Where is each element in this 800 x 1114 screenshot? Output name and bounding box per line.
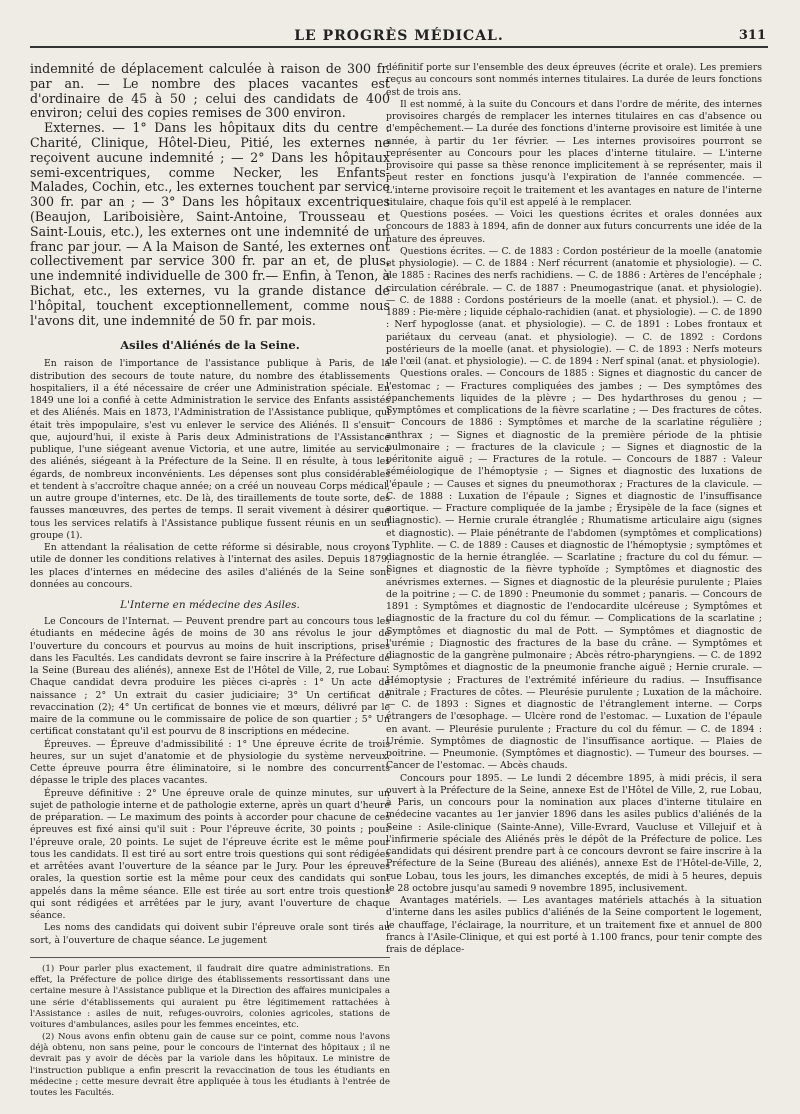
paragraph: En raison de l'importance de l'assistance publique à Paris, de la distribution des secours de toute nature, du nombre des établissements hospitaliers, il a été nécessaire de créer une Administration spéciale. En 1849 une loi a confié à cette Administration le service des Enfants assistés et des Aliénés. Mais en 1873, l'Administration de l'Assistance publique, qui était très impopulaire, s'est vu enlever le service des Aliénés. Il s'ensuit que, aujourd'hui, il existe à Paris deux Administrations de l'Assistance publique, l'une siégeant avenue Victoria, et une autre, limitée au service des aliénés, siégeant à la Préfecture de la Seine. Il en résulte, à tous les égards, de nombreux inconvénients. Les dépenses sont plus considérables et tendent à s'accroître chaque année; on a créé un nouveau Corps médical, un autre groupe d'internes, etc. De là, des tiraillements de toute sorte, des fausses manœuvres, des pertes de temps. Il serait vivement à désirer que tous les services relatifs à l'Assistance publique fussent réunis en un seul groupe (1). (30, 358, 390, 541)
footnote: (2) Nous avons enfin obtenu gain de cause sur ce point, comme nous l'avons déjà obtenu, non sans peine, pour le concours de l'internat des hôpitaux ; il ne devrait pas y avoir de décès par la variole dans les hôpitaux. Le ministre de l'instruction publique a enfin prescrit la revaccination de tous les étudiants en médecine ; cette mesure devrait être appliquée à tous les étudiants à l'entrée de toutes les Facultés. (30, 1031, 390, 1099)
right-column (386, 62, 762, 956)
footnotes (30, 964, 390, 1100)
paragraph: Concours pour 1895. — Le lundi 2 décembre 1895, à midi précis, il sera ouvert à la Préfecture de la Seine, annexe Est de l'Hôtel de Ville, 2, rue Lobau, à Paris, un concours pour la nomination aux places d'interne titulaire en médecine vacantes au 1er janvier 1896 dans les asiles publics d'aliénés de la Seine : Asile-clinique (Sainte-Anne), Ville-Evrard, Vaucluse et Villejuif et à l'infirmerie spéciale des Aliénés près le dépôt de la Préfecture de police. Les candidats qui désirent prendre part à ce concours devront se faire inscrire à la Préfecture de la Seine (Bureau des aliénés), annexe Est de l'Hôtel-de-Ville, 2, rue Lobau, tous les jours, les dimanches exceptés, de midi à 5 heures, depuis le 28 octobre jusqu'au samedi 9 novembre 1895, inclusivement. (386, 772, 762, 894)
journal-title: LE PROGRÈS MÉDICAL. (294, 28, 504, 44)
paragraph: Épreuves. — Épreuve d'admissibilité : 1° Une épreuve écrite de trois heures, sur un sujet d'anatomie et de physiologie du système nerveux. Cette épreuve pourra être éliminatoire, si le nombre des concurrents dépasse le triple des places vacantes. (30, 738, 390, 787)
paragraph: indemnité de déplacement calculée à raison de 300 fr. par an. — Le nombre des places vacantes est d'ordinaire de 45 à 50 ; celui des candidats de 400 environ; celui des copies remises de 300 environ. (30, 61, 390, 121)
section-title: Asiles d'Aliénés de la Seine. (120, 338, 300, 353)
paragraph: Épreuve définitive : 2° Une épreuve orale de quinze minutes, sur un sujet de pathologie interne et de pathologie externe, après un quart d'heure de préparation. — Le maximum des points à accorder pour chacune de ces épreuves est fixé ainsi qu'il suit : Pour l'épreuve écrite, 30 points ; pour l'épreuve orale, 20 points. Le sujet de l'épreuve écrite est le même pour tous les candidats. Il est tiré au sort entre trois questions qui sont rédigées et arrêtées avant l'ouverture de la séance par le Jury. Pour les épreuves orales, la question sortie est la même pour ceux des candidats qui sont appelés dans la même séance. Elle est tirée au sort entre trois questions qui sont rédigées et arrêtées par le jury, avant l'ouverture de chaque séance. (30, 787, 390, 922)
paragraph: définitif porte sur l'ensemble des deux épreuves (écrite et orale). Les premiers reçus au concours sont nommés internes titulaires. La durée de leurs fonctions est de trois ans. (386, 62, 762, 98)
paragraph: Externes. — 1° Dans les hôpitaux dits du centre : Charité, Clinique, Hôtel-Dieu, Pitié, les externes ne reçoivent aucune indemnité ; — 2° Dans les hôpitaux semi-excentriques, comme Necker, les Enfants-Malades, Cochin, etc., les externes touchent par service 300 fr. par an ; — 3° Dans les hôpitaux excentriques (Beaujon, Lariboisière, Saint-Antoine, Trousseau et Saint-Louis, etc.), les externes ont une indemnité de un franc par jour. — A la Maison de Santé, les externes ont collectivement par service 300 fr. par an et, de plus, une indemnité individuelle de 300 fr.— Enfin, à Tenon, à Bichat, etc., les externes, vu la grande distance de l'hôpital, touchent exceptionnellement, comme nous l'avons dit, une indemnité de 50 fr. par mois. (30, 120, 390, 328)
paragraph: Les noms des candidats qui doivent subir l'épreuve orale sont tirés au sort, à l'ouverture de chaque séance. Le jugement (30, 922, 390, 946)
paragraph: Le Concours de l'Internat. — Peuvent prendre part au concours tous les étudiants en médecine âgés de moins de 30 ans révolus le jour de l'ouverture du concours et pourvus au moins de huit inscriptions, prises dans les Facultés. Les candidats devront se faire inscrire à la Préfecture de la Seine (Bureau des aliénés), annexe Est de l'Hôtel de Ville, 2, rue Lobau. Chaque candidat devra produire les pièces ci-après : 1° Un acte de naissance ; 2° Un extrait du casier judiciaire; 3° Un certificat de revaccination (2); 4° Un certificat de bonnes vie et mœurs, délivré par le maire de la commune ou le commissaire de police de son quartier ; 5° Un certificat constatant qu'il est pourvu de 8 inscriptions en médecine. (30, 616, 390, 738)
paragraph: Avantages matériels. — Les avantages matériels attachés à la situation d'interne dans les asiles publics d'aliénés de la Seine comportent le logement, le chauffage, l'éclairage, la nourriture, et un traitement fixe et annuel de 800 francs à l'Asile-Clinique, et qui est porté à 1.100 francs, pour tenir compte des frais de déplace- (386, 895, 762, 955)
page-number: 311 (738, 28, 766, 43)
page-header (30, 22, 768, 48)
left-column (30, 62, 390, 1099)
subsection-body (30, 616, 390, 947)
footnote-divider (30, 957, 390, 958)
top-paragraphs (30, 62, 390, 328)
footnote: (1) Pour parler plus exactement, il faudrait dire quatre administrations. En effet, la Préfecture de police dirige des établissements ressortissant dans une certaine mesure à l'Assistance publique et la Direction des affaires municipales a une série d'établissements qui auraient pu être légitimement rattachées à l'Assistance : asiles de nuit, refuges-ouvroirs, colonies agricoles, stations de voitures d'ambulances, asiles pour les femmes enceintes, etc. (30, 963, 390, 1031)
paragraph: Questions orales. — Concours de 1885 : Signes et diagnostic du cancer de l'estomac ; — Fractures compliquées des jambes ; — Des symptômes des épanchements liquides de la plèvre ; — Des hydarthroses du genou ; — Symptômes et complications de la fièvre scarlatine ; — Des fractures de côtes. — Concours de 1886 : Symptômes et marche de la scarlatine régulière ; anthrax ; — Signes et diagnostic de la première période de la phtisie pulmonaire ; — fractures de la clavicule ; — Signes et diagnostic de la péritonite aiguë ; — Fractures de la rotule. — Concours de 1887 : Valeur séméiologique de l'hémoptysie ; — Signes et diagnostic des luxations de l'épaule ; — Causes et signes du pneumothorax ; Fractures de la clavicule. — C. de 1888 : Luxation de l'épaule ; Signes et diagnostic de l'insuffisance aortique. — Fracture compliquée de la jambe ; Érysipèle de la face (signes et diagnostic). — Hernie crurale étranglée ; Rhumatisme articulaire aigu (signes et diagnostic). — Plaie pénétrante de l'abdomen (symptômes et complications) ; Typhlite. — C. de 1889 : Causes et diagnostic de l'hémoptysie ; symptômes et diagnostic de la hernie étranglée. — Scarlatine ; fracture du col du fémur. — Signes et diagnostic de la fièvre typhoïde ; Symptômes et diagnostic des anévrismes externes. — Signes et diagnostic de la pleurésie purulente ; Plaies de la poitrine ; — C. de 1890 : Pneumonie du sommet ; panaris. — Concours de 1891 : Symptômes et diagnostic de l'endocardite ulcéreuse ; Symptômes et diagnostic de la fracture du col du fémur. — Complications de la scarlatine ; Symptômes et diagnostic du mal de Pott. — Symptômes et diagnostic de l'urémie ; Diagnostic des fractures de la base du crâne. — Symptômes et diagnostic de la gangrène pulmonaire ; Abcès rétro-pharyngiens. — C. de 1892 : Symptômes et diagnostic de la pneumonie franche aiguë ; Hernie crurale. — Hémoptysie ; Fractures de l'extrémité inférieure du radius. — Insuffisance mitrale ; Fractures de côtes. — Pleurésie purulente ; Luxation de la mâchoire. — C. de 1893 : Signes et diagnostic de l'étranglement interne. — Corps étrangers de l'œsophage. — Ulcère rond de l'estomac. — Luxation de l'épaule en avant. — Pleurésie purulente ; Fracture du col du fémur. — C. de 1894 : Urémie. Symptômes de diagnostic de l'insuffisance aortique. — Plaies de poitrine. — Pneumonie. (Symptômes et diagnostic). — Tumeur des bourses. — Cancer de l'estomac. — Abcès chauds. (386, 368, 762, 772)
paragraph: Il est nommé, à la suite du Concours et dans l'ordre de mérite, des internes provisoires chargés de remplacer les internes titulaires en cas d'absence ou d'empêchement.— La durée des fonctions d'interne provisoire est limitée à une année, à partir du 1er février. — Les internes provisoires pourront se représenter au Concours pour les places d'interne titulaire. — L'interne provisoire qui passe sa thèse renonce implicitement à se représenter, mais il peut rester en fonctions jusqu'à l'expiration de l'année commencée. — L'interne provisoire reçoit le traitement et les avantages en nature de l'interne titulaire, chaque fois qu'il est appelé à le remplacer. (386, 98, 762, 208)
section-body (30, 358, 390, 591)
subsection-title: L'Interne en médecine des Asiles. (120, 599, 300, 612)
paragraph: En attendant la réalisation de cette réforme si désirable, nous croyons utile de donner les conditions relatives à l'internat des asiles. Depuis 1879, les places d'internes en médecine des asiles d'aliénés de la Seine sont données au concours. (30, 542, 390, 590)
paragraph: Questions posées. — Voici les questions écrites et orales données aux concours de 1883 à 1894, afin de donner aux futurs concurrents une idée de la nature des épreuves. (386, 209, 762, 245)
paragraph: Questions écrites. — C. de 1883 : Cordon postérieur de la moelle (anatomie et physiologie). — C. de 1884 : Nerf récurrent (anatomie et physiologie). — C. de 1885 : Racines des nerfs rachidiens. — C. de 1886 : Artères de l'encéphale ; circulation cérébrale. — C. de 1887 : Pneumogastrique (anat. et physiologie). — C. de 1888 : Cordons postérieurs de la moelle (anat. et physiol.). — C. de 1889 : Pie-mère ; liquide céphalo-rachidien (anat. et physiologie). — C. de 1890 : Nerf hypoglosse (anat. et physiologie). — C. de 1891 : Lobes frontaux et pariétaux du cerveau (anat. et physiologie). — C. de 1892 : Cordons postérieurs de la moelle (anat. et physiologie). — C. de 1893 : Nerfs moteurs de l'œil (anat. et physiologie). — C. de 1894 : Nerf spinal (anat. et physiologie). (386, 245, 762, 367)
